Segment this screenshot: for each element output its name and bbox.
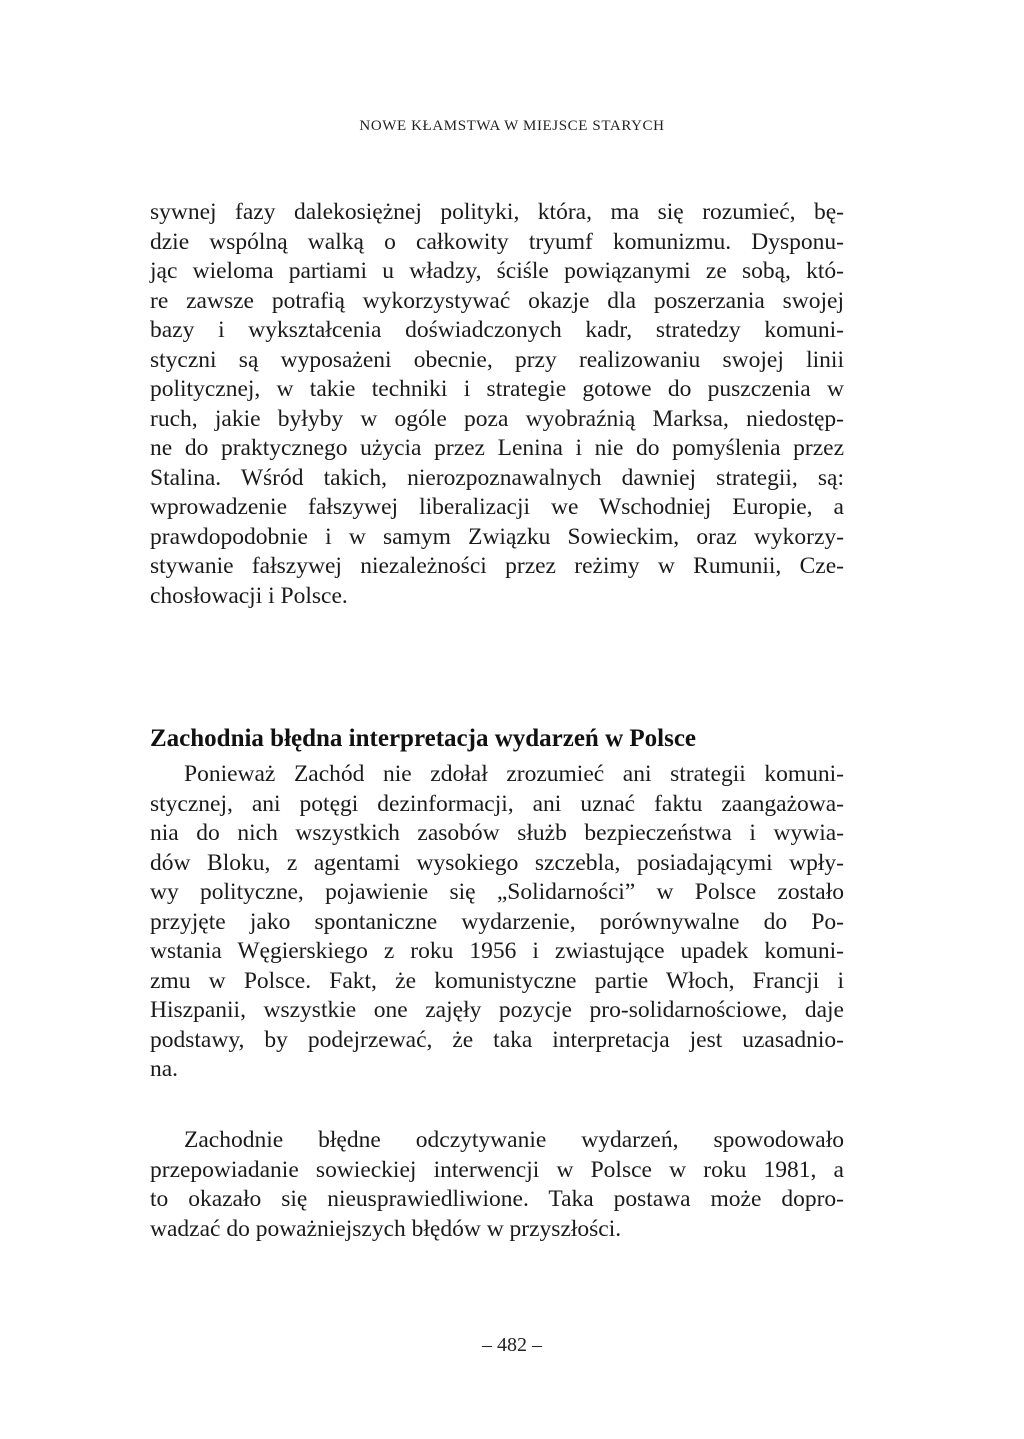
text-line: ruch, jakie byłyby w ogóle poza wyobraźnią Marksa, niedostęp- (150, 405, 844, 432)
text-line: zmu w Polsce. Fakt, że komunistyczne partie Włoch, Francji i (150, 967, 844, 994)
text-line: chosłowacji i Polsce. (150, 582, 348, 609)
text-line: na. (150, 1056, 179, 1082)
text-line: stywanie fałszywej niezależności przez reżimy w Rumunii, Cze- (150, 553, 844, 579)
text-line: podstawy, by podejrzewać, że taka interpretacja jest uzasadnio- (150, 1026, 844, 1053)
text-line: wy polityczne, pojawienie się „Solidarności” w Polsce zostało (150, 879, 844, 905)
text-line: Stalina. Wśród takich, nierozpoznawalnych dawniej strategii, są: (150, 464, 844, 491)
text-line: dów Bloku, z agentami wysokiego szczebla, posiadającymi wpły- (150, 849, 844, 876)
text-line: to okazało się nieusprawiedliwione. Taka postawa może dopro- (150, 1186, 844, 1212)
text-line: sywnej fazy dalekosiężnej polityki, która, ma się rozumieć, bę- (150, 199, 844, 225)
text-line: prawdopodobnie i w samym Związku Sowieckim, oraz wykorzy- (150, 523, 844, 550)
text-line: wadzać do poważniejszych błędów w przyszłości. (150, 1215, 622, 1242)
text-line: przepowiadanie sowieckiej interwencji w Polsce w roku 1981, a (150, 1156, 844, 1183)
text-line: nia do nich wszystkich zasobów służb bezpieczeństwa i wywia- (150, 820, 844, 846)
text-line: Ponieważ Zachód nie zdołał zrozumieć ani strategii komuni- (184, 761, 844, 787)
running-head: NOWE KŁAMSTWA W MIEJSCE STARYCH (359, 118, 665, 134)
text-line: stycznej, ani potęgi dezinformacji, ani uznać faktu zaangażowa- (150, 790, 844, 817)
text-line: jąc wieloma partiami u władzy, ściśle powiązanymi ze sobą, któ- (150, 258, 844, 284)
section-heading: Zachodnia błędna interpretacja wydarzeń w Polsce (150, 725, 697, 752)
text-line: przyjęte jako spontaniczne wydarzenie, porównywalne do Po- (150, 908, 844, 935)
text-line: Hiszpanii, wszystkie one zajęły pozycje pro-solidarnościowe, daje (150, 997, 844, 1023)
text-line: bazy i wykształcenia doświadczonych kadr, stratedzy komuni- (150, 317, 844, 343)
text-line: ne do praktycznego użycia przez Lenina i nie do pomyślenia przez (150, 435, 844, 461)
text-line: politycznej, w takie techniki i strategie gotowe do puszczenia w (150, 376, 844, 402)
text-line: wstania Węgierskiego z roku 1956 i zwiastujące upadek komuni- (150, 938, 844, 964)
text-line: Zachodnie błędne odczytywanie wydarzeń, spowodowało (184, 1127, 844, 1153)
text-line: wprowadzenie fałszywej liberalizacji we Wschodniej Europie, a (150, 494, 844, 520)
text-line: styczni są wyposażeni obecnie, przy realizowaniu swojej linii (150, 346, 844, 373)
text-line: re zawsze potrafią wykorzystywać okazje dla poszerzania swojej (150, 287, 844, 314)
text-line: dzie wspólną walką o całkowity tryumf komunizmu. Dysponu- (150, 228, 844, 255)
page-number: – 482 – (482, 1334, 542, 1356)
